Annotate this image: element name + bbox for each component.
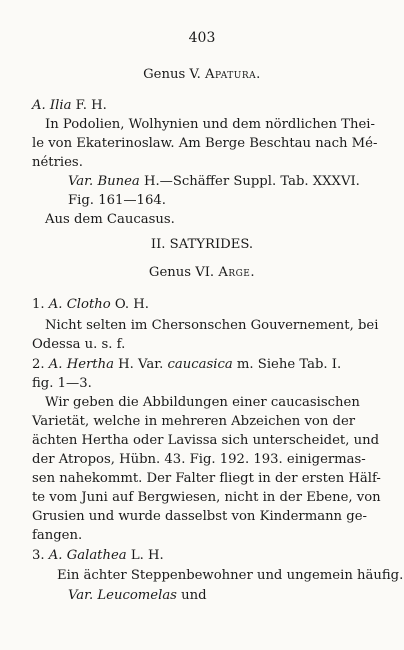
entry-number: 1.: [32, 297, 49, 312]
text-line: ächten Hertha oder Lavissa sich unterscheidet, und: [32, 433, 380, 448]
species-entry-hertha: [32, 357, 341, 373]
genus-abbr: A.: [48, 357, 63, 372]
entry-number: 2.: [32, 357, 49, 372]
figure-reference: fig. 1—3.: [32, 376, 92, 391]
genus-abbr: A.: [48, 548, 63, 563]
figure-reference: Fig. 161—164.: [68, 193, 166, 208]
species-entry-clotho: [32, 297, 149, 313]
text-line: fangen.: [32, 528, 83, 543]
species-name: Galathea: [66, 548, 127, 563]
species-entry-galathea: [32, 548, 164, 564]
genus-label: Genus V.: [143, 67, 206, 82]
genus-heading-arge: [0, 265, 404, 281]
text-line: In Podolien, Wolhynien und dem nördlichen Thei-: [45, 117, 375, 132]
text-line: te vom Juni auf Bergwiesen, nicht in der Ebene, von: [32, 490, 381, 505]
genus-label: Genus VI.: [148, 265, 219, 280]
text-line: sen nahekommt. Der Falter fliegt in der ersten Hälf-: [32, 471, 381, 486]
entry-number: 3.: [32, 548, 49, 563]
section-heading: II. SATYRIDES.: [150, 237, 254, 252]
species-author: O. H.: [110, 297, 149, 312]
text-line: Wir geben die Abbildungen einer caucasischen: [45, 395, 360, 410]
species-name: Hertha: [66, 357, 114, 372]
genus-abbr: A.: [48, 297, 63, 312]
species-author: F. H.: [71, 98, 107, 113]
variety-line-leucomelas: [68, 588, 207, 604]
page-number: 403: [188, 30, 216, 46]
text-line: Ein ächter Steppenbewohner und ungemein häufig.: [57, 568, 404, 583]
genus-abbr: A.: [32, 98, 46, 113]
var-name: Bunea: [97, 174, 140, 189]
species-author: L. H.: [126, 548, 164, 563]
text-line: Odessa u. s. f.: [32, 337, 126, 352]
var-reference: H.—Schäffer Suppl. Tab. XXXVI.: [139, 174, 360, 189]
text-line: nétries.: [32, 155, 83, 170]
species-name: Clotho: [66, 297, 111, 312]
genus-name: Apatura.: [205, 67, 261, 82]
text-line: der Atropos, Hübn. 43. Fig. 192. 193. einigermas-: [32, 452, 366, 467]
species-name: Ilia: [49, 98, 72, 113]
genus-heading-apatura: [0, 67, 404, 83]
var-name: Var. Leucomelas: [68, 588, 177, 603]
text-fragment: und: [176, 588, 207, 603]
var-label: Var.: [68, 174, 94, 189]
text-line: Nicht selten im Chersonschen Gouvernement, bei: [45, 318, 379, 333]
species-entry-ilia: [32, 98, 107, 114]
var-reference: m. Siehe Tab. I.: [232, 357, 342, 372]
genus-name: Arge.: [218, 265, 256, 280]
text-line: Varietät, welche in mehreren Abzeichen von der: [32, 414, 356, 429]
variety-line-bunea: [68, 174, 360, 190]
text-line: Aus dem Caucasus.: [45, 212, 175, 227]
text-line: le von Ekaterinoslaw. Am Berge Beschtau nach Mé-: [32, 136, 378, 151]
text-line: Grusien und wurde dasselbst von Kindermann ge-: [32, 509, 367, 524]
var-name: caucasica: [167, 357, 233, 372]
author-var-label: H. Var.: [113, 357, 168, 372]
